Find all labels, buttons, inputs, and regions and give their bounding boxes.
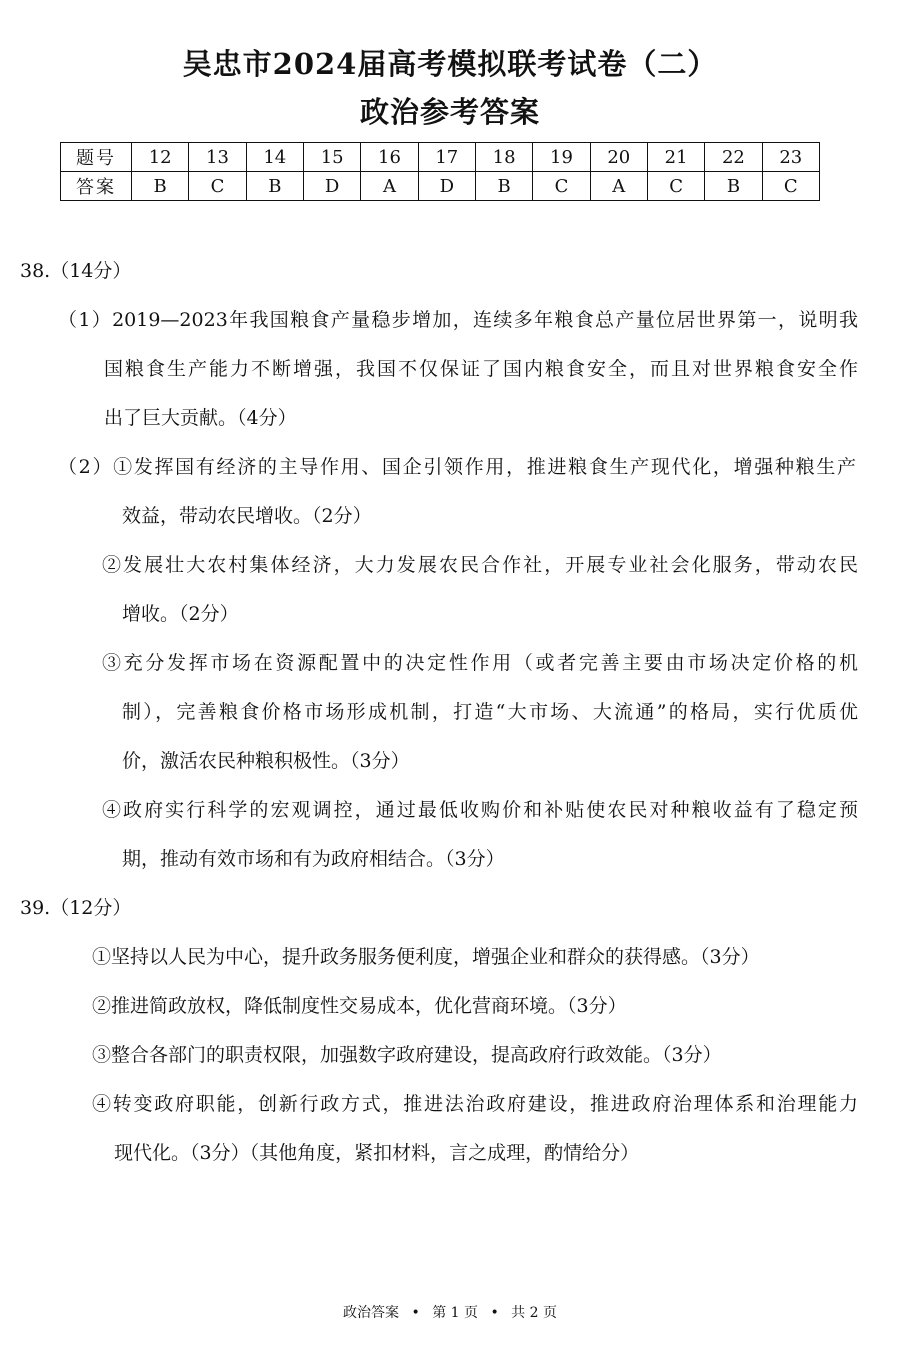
q38-heading: 38.（14分）	[20, 260, 132, 282]
q38-part2-item3-line: 价，激活农民种粮积极性。（3分）	[122, 750, 410, 772]
answer-key-subtitle: 政治参考答案	[359, 95, 540, 129]
q39-heading: 39.（12分）	[20, 897, 132, 919]
answer-cell: C	[647, 172, 704, 201]
q38-part1-line: 出了巨大贡献。（4分）	[104, 407, 297, 429]
q38-part2-item2-line: ②发展壮大农村集体经济，大力发展农民合作社，开展专业社会化服务，带动农民	[102, 554, 858, 576]
footer-separator: •	[490, 1305, 499, 1321]
footer-page-number: 第 1 页	[432, 1305, 478, 1321]
q38-part2-item1-line: 效益，带动农民增收。（2分）	[122, 505, 372, 527]
question-number: 20	[590, 143, 647, 172]
q38-part2-item2-line: 增收。（2分）	[122, 603, 239, 625]
footer-subject: 政治答案	[343, 1305, 400, 1321]
answer-cell: C	[533, 172, 590, 201]
q38-part2-item3-line: ③充分发挥市场在资源配置中的决定性作用（或者完善主要由市场决定价格的机	[102, 652, 858, 674]
footer-page-total: 共 2 页	[511, 1305, 557, 1321]
q38-part2-item4-line: ④政府实行科学的宏观调控，通过最低收购价和补贴使农民对种粮收益有了稳定预	[102, 799, 858, 821]
question-number: 16	[361, 143, 418, 172]
answer-cell: B	[132, 172, 189, 201]
answer-cell: A	[590, 172, 647, 201]
q39-item3: ③整合各部门的职责权限，加强数字政府建设，提高政府行政效能。（3分）	[92, 1044, 722, 1066]
answer-cell: C	[189, 172, 246, 201]
question-number: 12	[132, 143, 189, 172]
question-number: 17	[418, 143, 475, 172]
answer-row	[61, 172, 820, 201]
q38-part1-line: （1）2019—2023年我国粮食产量稳步增加，连续多年粮食总产量位居世界第一，说明我	[58, 309, 858, 331]
q38-part2-item4-line: 期，推动有效市场和有为政府相结合。（3分）	[122, 848, 505, 870]
question-number: 22	[705, 143, 762, 172]
answer-cell: D	[303, 172, 360, 201]
q39-item1: ①坚持以人民为中心，提升政务服务便利度，增强企业和群众的获得感。（3分）	[92, 946, 760, 968]
question-number: 21	[647, 143, 704, 172]
q39-item4-line: ④转变政府职能，创新行政方式，推进法治政府建设，推进政府治理体系和治理能力	[92, 1093, 858, 1115]
answer-cell: B	[475, 172, 532, 201]
question-number: 13	[189, 143, 246, 172]
question-number-label: 题号	[61, 143, 132, 172]
answer-label: 答案	[61, 172, 132, 201]
question-number: 23	[762, 143, 819, 172]
question-number: 14	[246, 143, 303, 172]
answer-cell: D	[418, 172, 475, 201]
question-number: 15	[303, 143, 360, 172]
exam-title: 吴忠市2024届高考模拟联考试卷（二）	[182, 47, 718, 81]
q39-item2: ②推进简政放权，降低制度性交易成本，优化营商环境。（3分）	[92, 995, 627, 1017]
question-number: 19	[533, 143, 590, 172]
q38-part1-line: 国粮食生产能力不断增强，我国不仅保证了国内粮食安全，而且对世界粮食安全作	[104, 358, 858, 380]
question-number: 18	[475, 143, 532, 172]
answer-cell: B	[246, 172, 303, 201]
q38-part2-item3-line: 制），完善粮食价格市场形成机制，打造“大市场、大流通”的格局，实行优质优	[122, 701, 858, 723]
page-footer	[0, 1302, 900, 1322]
q38-part2-item1-line: （2）①发挥国有经济的主导作用、国企引领作用，推进粮食生产现代化，增强种粮生产	[58, 456, 856, 478]
answer-table	[60, 142, 820, 201]
q39-item4-line: 现代化。（3分）（其他角度，紧扣材料，言之成理，酌情给分）	[114, 1142, 640, 1164]
answer-cell: A	[361, 172, 418, 201]
question-number-row	[61, 143, 820, 172]
answer-cell: C	[762, 172, 819, 201]
footer-separator: •	[411, 1305, 420, 1321]
answer-cell: B	[705, 172, 762, 201]
